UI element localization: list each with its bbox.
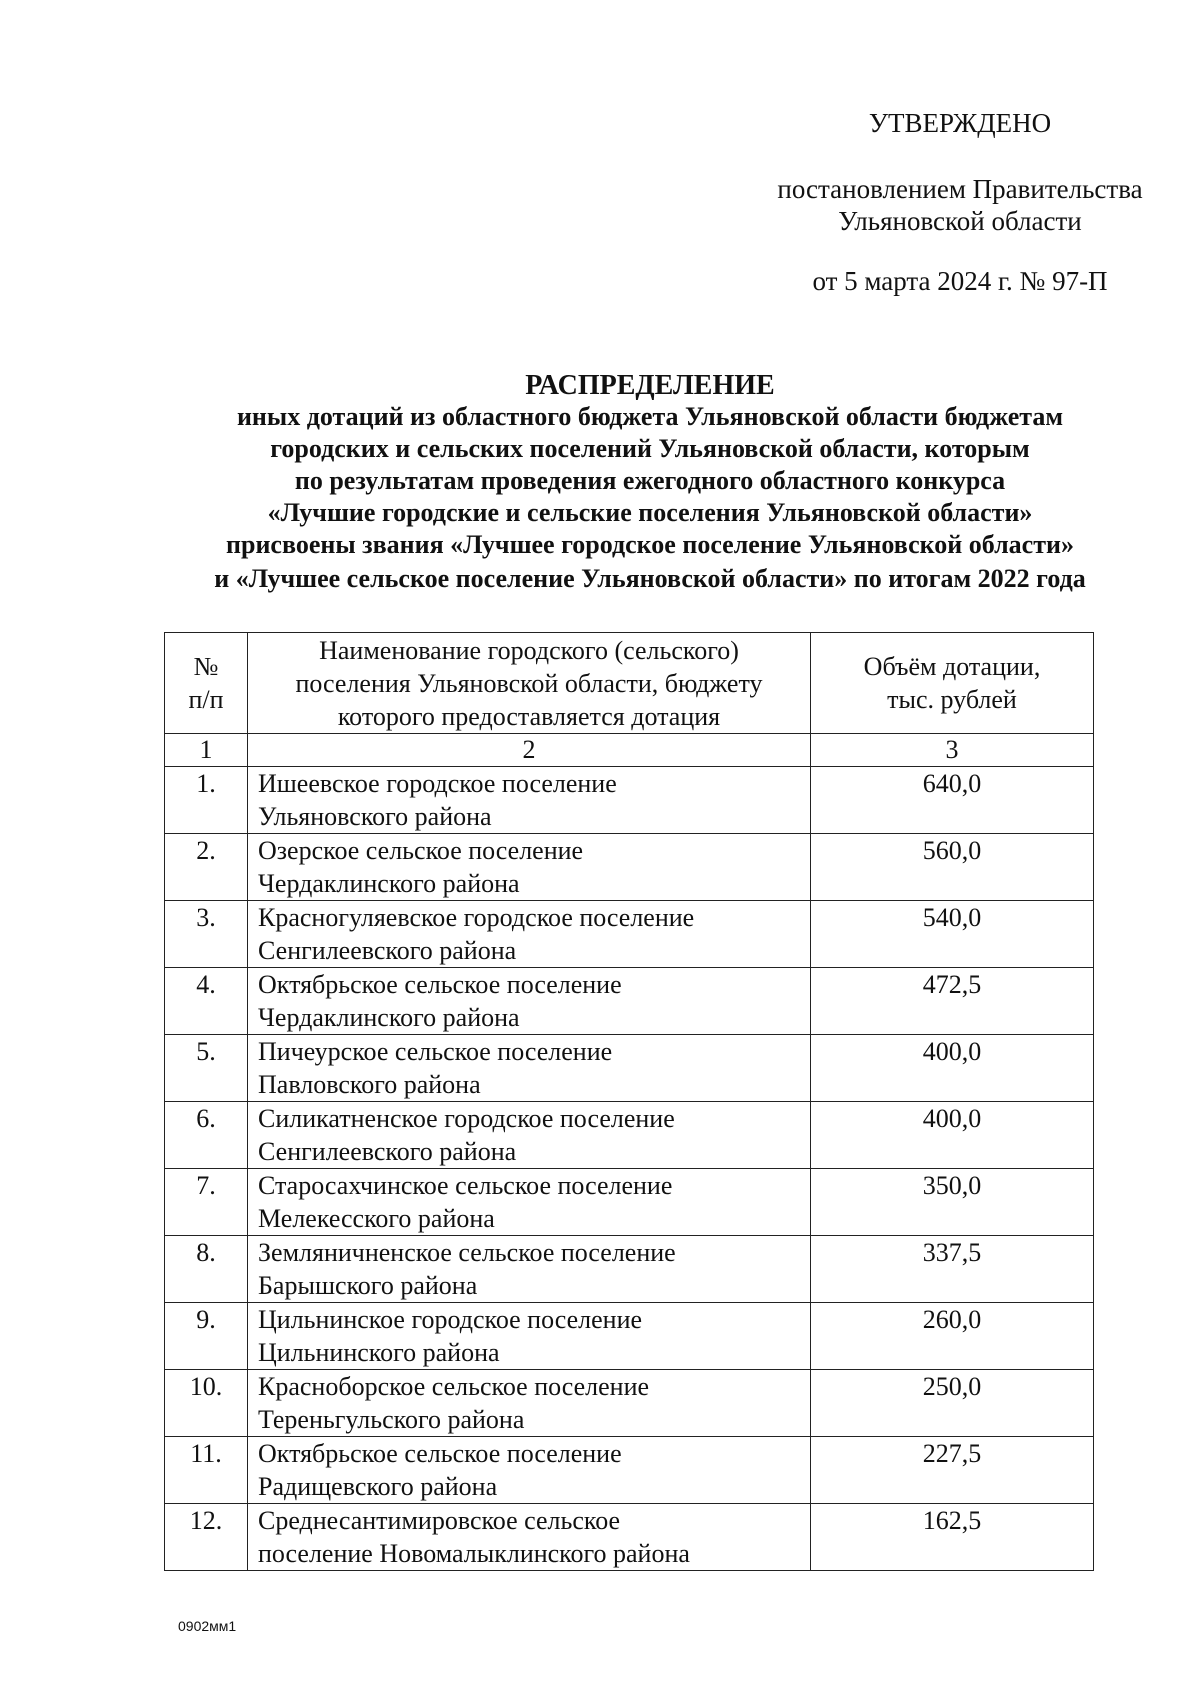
approval-stamp-title: УТВЕРЖДЕНО [868, 108, 1052, 138]
header-number-line: п/п [188, 685, 224, 714]
document-title: РАСПРЕДЕЛЕНИЕ [525, 370, 775, 401]
table-row [165, 1370, 1094, 1437]
decree-line-1: постановлением Правительства [777, 174, 1143, 204]
header-amount-line: Объём дотации, [863, 652, 1041, 681]
column-number: 1 [165, 734, 248, 767]
settlement-name-line: Озерское сельское поселение [258, 836, 584, 865]
table-row [165, 1035, 1094, 1102]
settlement-name-line: Ульяновского района [258, 802, 492, 831]
header-name-line: которого предоставляется дотация [337, 701, 721, 731]
row-amount: 260,0 [811, 1303, 1094, 1370]
row-number: 7. [165, 1169, 248, 1236]
settlement-name-line: Ишеевское городское поселение [258, 769, 617, 798]
settlement-name-line: Красноборское сельское поселение [258, 1372, 650, 1401]
table-row [165, 1437, 1094, 1504]
settlement-name-line: Тереньгульского района [258, 1405, 525, 1434]
row-number: 1. [165, 767, 248, 834]
settlement-name-line: Павловского района [258, 1070, 481, 1099]
title-line: «Лучшие городские и сельские поселения Ульяновской области» [267, 498, 1033, 527]
row-settlement-name [248, 1035, 811, 1102]
row-number: 12. [165, 1504, 248, 1571]
row-amount: 162,5 [811, 1504, 1094, 1571]
title-line: присвоены звания «Лучшее городское поселение Ульяновской области» [226, 530, 1074, 559]
table-row [165, 1504, 1094, 1571]
row-settlement-name [248, 834, 811, 901]
row-amount: 540,0 [811, 901, 1094, 968]
row-amount: 400,0 [811, 1035, 1094, 1102]
settlement-name-line: Красногуляевское городское поселение [258, 903, 695, 932]
column-number: 2 [248, 734, 811, 767]
header-number [165, 633, 248, 734]
row-settlement-name [248, 968, 811, 1035]
header-amount-line: тыс. рублей [887, 685, 1017, 714]
row-amount: 250,0 [811, 1370, 1094, 1437]
settlement-name-line: Цильнинское городское поселение [258, 1305, 643, 1334]
settlement-name-line: Октябрьское сельское поселение [258, 970, 622, 999]
row-number: 4. [165, 968, 248, 1035]
row-settlement-name [248, 1504, 811, 1571]
row-settlement-name [248, 1370, 811, 1437]
row-amount: 560,0 [811, 834, 1094, 901]
decree-line-2: Ульяновской области [838, 206, 1082, 236]
row-number: 2. [165, 834, 248, 901]
header-amount [811, 633, 1094, 734]
settlement-name-line: Среднесантимировское сельское [258, 1506, 621, 1535]
settlement-name-line: Барышского района [258, 1271, 478, 1300]
row-amount: 350,0 [811, 1169, 1094, 1236]
table-row [165, 767, 1094, 834]
row-number: 10. [165, 1370, 248, 1437]
header-name-line: Наименование городского (сельского) [319, 635, 739, 665]
row-number: 5. [165, 1035, 248, 1102]
row-amount: 640,0 [811, 767, 1094, 834]
row-settlement-name [248, 1303, 811, 1370]
row-settlement-name [248, 901, 811, 968]
title-line: иных дотаций из областного бюджета Ульяновской области бюджетам [236, 402, 1064, 431]
settlement-name-line: Пичеурское сельское поселение [258, 1037, 613, 1066]
row-number: 3. [165, 901, 248, 968]
table-row [165, 901, 1094, 968]
document-code: 0902мм1 [178, 1618, 237, 1634]
header-name [248, 633, 811, 734]
settlement-name-line: Октябрьское сельское поселение [258, 1439, 622, 1468]
table-row [165, 968, 1094, 1035]
settlement-name-line: Радищевского района [258, 1472, 498, 1501]
row-number: 6. [165, 1102, 248, 1169]
title-line: по результатам проведения ежегодного областного конкурса [294, 466, 1006, 495]
table-header-row [165, 633, 1094, 734]
column-number: 3 [811, 734, 1094, 767]
header-number-line: № [193, 652, 219, 681]
title-line: городских и сельских поселений Ульяновской области, которым [270, 434, 1030, 463]
settlement-name-line: Чердаклинского района [258, 869, 520, 898]
row-number: 8. [165, 1236, 248, 1303]
table-row [165, 1236, 1094, 1303]
settlement-name-line: Мелекесского района [258, 1204, 495, 1233]
settlement-name-line: Сенгилеевского района [258, 1137, 517, 1166]
decree-date-number: от 5 марта 2024 г. № 97-П [812, 266, 1108, 296]
settlement-name-line: Старосахчинское сельское поселение [258, 1171, 673, 1200]
row-amount: 337,5 [811, 1236, 1094, 1303]
row-amount: 400,0 [811, 1102, 1094, 1169]
row-settlement-name [248, 1437, 811, 1504]
row-amount: 227,5 [811, 1437, 1094, 1504]
row-settlement-name [248, 1236, 811, 1303]
subsidy-table [164, 632, 1094, 1571]
settlement-name-line: поселение Новомалыклинского района [258, 1539, 690, 1568]
table-row [165, 1303, 1094, 1370]
settlement-name-line: Силикатненское городское поселение [258, 1104, 675, 1133]
row-settlement-name [248, 1169, 811, 1236]
row-amount: 472,5 [811, 968, 1094, 1035]
table-row [165, 1169, 1094, 1236]
table-row [165, 834, 1094, 901]
row-settlement-name [248, 1102, 811, 1169]
column-number-row [165, 734, 1094, 767]
row-settlement-name [248, 767, 811, 834]
row-number: 11. [165, 1437, 248, 1504]
settlement-name-line: Земляничненское сельское поселение [258, 1238, 676, 1267]
settlement-name-line: Цильнинского района [258, 1338, 500, 1367]
title-line: и «Лучшее сельское поселение Ульяновской области» по итогам 2022 года [214, 564, 1086, 593]
settlement-name-line: Сенгилеевского района [258, 936, 517, 965]
settlement-name-line: Чердаклинского района [258, 1003, 520, 1032]
table-row [165, 1102, 1094, 1169]
row-number: 9. [165, 1303, 248, 1370]
header-name-line: поселения Ульяновской области, бюджету [295, 668, 763, 698]
